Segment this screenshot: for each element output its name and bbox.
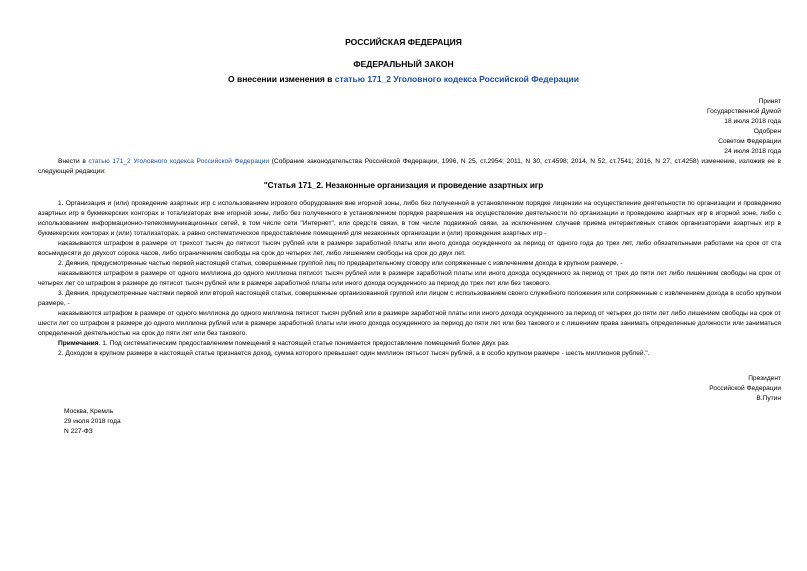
law-number: N 227-ФЗ — [64, 428, 93, 435]
article-paragraph: наказываются штрафом в размере от одного миллиона до одного миллиона пятисот тысяч рублей или в размере заработной платы или иного дохода осужденного за период от трех до пяти лет либо лишением свободы на срок от четырех лет со штрафом в размере до пятисот тысяч рублей или в размере заработной платы или иного дохода осужденного за период до трех лет или без такового. — [38, 270, 781, 287]
adoption-line: Государственной Думой — [707, 108, 781, 115]
law-title — [0, 74, 807, 84]
place-city: Москва, Кремль — [64, 408, 114, 415]
note-label: Примечания — [58, 340, 99, 347]
place-date-block — [64, 407, 121, 437]
article-title: "Статья 171_2. Незаконные организация и проведение азартных игр — [263, 181, 544, 190]
intro-paragraph — [38, 157, 781, 177]
intro-suffix: (Собрание законодательства Российской Федерации, 1996, N 25, ст.2954; 2011, N 30, ст.4598; 2014, N 52, ст.7541; 2016, N 27, ст.4258) изменение, изложив ее в следующей редакции: — [38, 158, 781, 175]
adoption-line: Советом Федерации — [718, 138, 781, 145]
note-paragraph: 2. Доходом в крупном размере в настоящей статье признается доход, сумма которого превышает один миллион пятьсот тысяч рублей, а в особо крупном размере - шесть миллионов рублей.". — [58, 350, 650, 357]
article-paragraph: 2. Деяния, предусмотренные частью первой настоящей статьи, совершенные группой лиц по предварительному сговору или сопряженные с извлечением дохода в крупном размере, - — [58, 260, 623, 267]
signature-block — [709, 374, 781, 404]
note-paragraph — [38, 339, 781, 349]
law-title-prefix: О внесении изменения в — [228, 74, 335, 84]
article-paragraph: 1. Организация и (или) проведение азартных игр с использованием игрового оборудования вне игорной зоны, либо без полученной в установленном порядке лицензии на осуществление деятельности по организации и проведению азартных игр в букмекерских конторах и тотализаторах вне игорной зоны, либо без полученного в установленном порядке разрешения на осуществление деятельности по организации и проведению азартных игр в игорной зоне, либо с использованием информационно-телекоммуникационных сетей, в том числе сети "Интернет", или средств связи, в том числе подвижной связи, за исключением случаев приема интерактивных ставок организаторами азартных игр в букмекерских конторах и (или) тотализаторах, а равно систематическое предоставление помещений для незаконных организации и (или) проведения азартных игр - — [38, 200, 781, 237]
adoption-line: Одобрен — [753, 128, 781, 135]
note-text: . 1. Под систематическим предоставлением помещений в настоящей статье понимается предоставление помещений более двух раз. — [98, 340, 510, 347]
article-paragraph: наказываются штрафом в размере от одного миллиона до одного миллиона пятисот тысяч рублей или в размере заработной платы или иного дохода осужденного за период от четырех до пяти лет либо лишением свободы на срок от шести лет со штрафом в размере до одного миллиона рублей или в размере заработной платы или иного дохода осужденного за период до пяти лет или без такового и с лишением права занимать определенные должности или заниматься определенной деятельностью на срок до пяти лет или без такового. — [38, 310, 781, 337]
law-title-link[interactable]: статью 171_2 Уголовного кодекса Российской Федерации — [334, 74, 579, 84]
signature-line: Президент — [748, 375, 781, 382]
adoption-line: Принят — [758, 98, 781, 105]
intro-article-link[interactable]: статью 171_2 Уголовного кодекса Российской Федерации — [88, 158, 270, 165]
signature-line: В.Путин — [756, 395, 781, 402]
adoption-block — [707, 97, 781, 157]
signature-line: Российской Федерации — [709, 385, 781, 392]
doc-type-heading: ФЕДЕРАЛЬНЫЙ ЗАКОН — [353, 59, 454, 69]
article-body — [38, 199, 781, 359]
intro-prefix: Внести в — [58, 158, 89, 165]
adoption-line: 24 июля 2018 года — [724, 148, 781, 155]
article-paragraph: наказываются штрафом в размере от трехсот тысяч до пятисот тысяч рублей или в размере заработной платы или иного дохода осужденного за период от одного года до трех лет, либо обязательными работами на срок от ста восьмидесяти до двухсот сорока часов, либо ограничением свободы на срок до четырех лет, либо лишением свободы на срок до двух лет. — [38, 240, 781, 257]
sign-date: 29 июля 2018 года — [64, 418, 121, 425]
country-heading: РОССИЙСКАЯ ФЕДЕРАЦИЯ — [345, 37, 462, 47]
adoption-line: 18 июля 2018 года — [724, 118, 781, 125]
article-paragraph: 3. Деяния, предусмотренные частями первой или второй настоящей статьи, совершенные организованной группой или лицом с использованием своего служебного положения или сопряженные с извлечением дохода в особо крупном размере, - — [38, 290, 781, 307]
